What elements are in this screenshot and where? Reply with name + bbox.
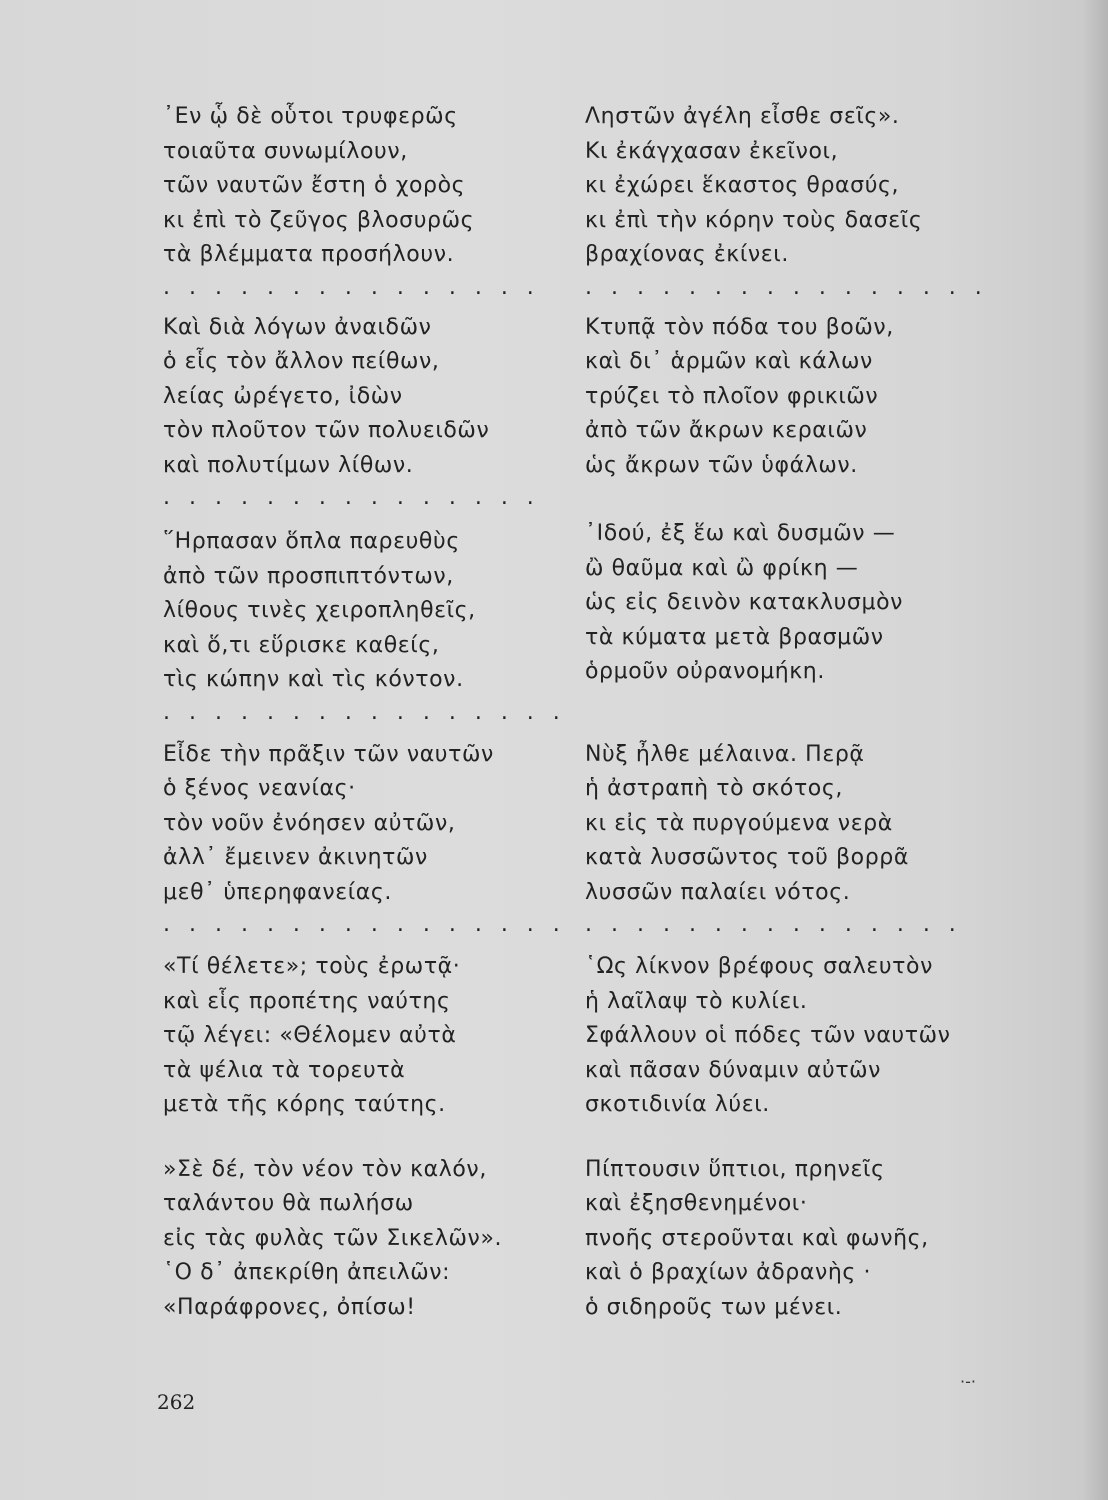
verse-line: Κι ἐκάγχασαν ἐκεῖνοι, xyxy=(585,138,839,164)
verse-line: Κτυπᾷ τὸν πόδα του βοῶν, xyxy=(585,314,894,340)
stanza xyxy=(163,100,543,303)
ellipsis-row: . . . . . . . . . . . . . . . xyxy=(163,274,540,300)
verse-line: Εἶδε τὴν πρᾶξιν τῶν ναυτῶν xyxy=(163,741,494,767)
verse-line: πνοῆς στεροῦνται καὶ φωνῆς, xyxy=(585,1225,929,1251)
verse-line: «Τί θέλετε»; τοὺς ἐρωτᾷ· xyxy=(163,954,461,979)
ellipsis-row: . . . . . . . . . . . . . . . . xyxy=(163,699,566,725)
verse-line: καὶ δι᾿ ἁρμῶν καὶ κάλων xyxy=(585,349,873,374)
verse-line: τὸν πλοῦτον τῶν πολυειδῶν xyxy=(163,418,490,443)
stanza xyxy=(585,100,1005,303)
verse-line: «Παράφρονες, ὀπίσω! xyxy=(163,1294,416,1320)
verse-line: ὁρμοῦν οὐρανομήκη. xyxy=(585,659,825,684)
verse-line: μετὰ τῆς κόρης ταύτης. xyxy=(163,1092,446,1117)
ellipsis-row: . . . . . . . . . . . . . . . xyxy=(585,912,962,937)
verse-line: καὶ πολυτίμων λίθων. xyxy=(163,452,414,478)
stanza xyxy=(163,738,566,941)
verse-line: ῾Ο δ᾿ ἀπεκρίθη ἀπειλῶν: xyxy=(163,1260,451,1285)
verse-line: τὰ βλέμματα προσήλουν. xyxy=(163,242,455,267)
verse-line: τρύζει τὸ πλοῖον φρικιῶν xyxy=(585,383,879,409)
verse-line: κι εἰς τὰ πυργούμενα νερὰ xyxy=(585,810,893,836)
verse-line: Νὺξ ἦλθε μέλαινα. Περᾷ xyxy=(585,741,865,767)
verse-line: ᾿Ιδού, ἐξ ἕω καὶ δυσμῶν — xyxy=(585,521,896,546)
stanza xyxy=(585,517,1005,690)
verse-line: ᾿Εν ᾧ δὲ οὗτοι τρυφερῶς xyxy=(163,104,458,129)
verse-line: ὁ εἷς τὸν ἄλλον πείθων, xyxy=(163,349,440,374)
verse-line: καὶ εἷς προπέτης ναύτης xyxy=(163,988,451,1014)
verse-line: καὶ ἐξησθενημένοι· xyxy=(585,1191,808,1216)
verse-line: λυσσῶν παλαίει νότος. xyxy=(585,879,851,905)
right-column xyxy=(585,100,1005,1325)
ellipsis-row: . . . . . . . . . . . . . . . xyxy=(163,485,540,510)
stanza xyxy=(585,1153,1005,1326)
verse-line: κι ἐχώρει ἕκαστος θρασύς, xyxy=(585,173,900,198)
verse-line: τῷ λέγει: «Θέλομεν αὐτὰ xyxy=(163,1023,457,1048)
verse-line: ῞Ηρπασαν ὅπλα παρευθὺς xyxy=(163,529,460,554)
verse-line: τὸν νοῦν ἐνόησεν αὐτῶν, xyxy=(163,810,456,836)
stanza xyxy=(163,311,543,514)
verse-line: ὁ ξένος νεανίας· xyxy=(163,776,356,801)
verse-line: ἀπὸ τῶν ἄκρων κεραιῶν xyxy=(585,418,868,443)
verse-line: τὶς κώπην καὶ τὶς κόντον. xyxy=(163,667,464,692)
corner-mark: ·-· xyxy=(960,1372,976,1391)
verse-line: Πίπτουσιν ὕπτιοι, πρηνεῖς xyxy=(585,1156,885,1182)
verse-line: ὡς ἄκρων τῶν ὑφάλων. xyxy=(585,452,858,478)
verse-line: τὰ κύματα μετὰ βρασμῶν xyxy=(585,624,884,650)
verse-line: λίθους τινὲς χειροπληθεῖς, xyxy=(163,598,476,623)
verse-line: καὶ ὅ,τι εὕρισκε καθείς, xyxy=(163,632,440,658)
verse-line: καὶ πᾶσαν δύναμιν αὐτῶν xyxy=(585,1057,882,1083)
verse-line: σκοτιδινία λύει. xyxy=(585,1092,770,1117)
verse-line: ῾Ως λίκνον βρέφους σαλευτὸν xyxy=(585,954,933,979)
verse-line: Σφάλλουν οἱ πόδες τῶν ναυτῶν xyxy=(585,1023,951,1048)
verse-line: τὰ ψέλια τὰ τορευτὰ xyxy=(163,1057,406,1083)
verse-line: ὢ θαῦμα καὶ ὢ φρίκη — xyxy=(585,555,859,581)
stanza xyxy=(163,1153,543,1326)
verse-line: βραχίονας ἐκίνει. xyxy=(585,242,789,267)
verse-line: ἀπὸ τῶν προσπιπτόντων, xyxy=(163,563,454,589)
verse-line: Καὶ διὰ λόγων ἀναιδῶν xyxy=(163,314,432,340)
page-gutter-shadow xyxy=(1082,0,1108,1500)
verse-line: ὁ σιδηροῦς των μένει. xyxy=(585,1294,843,1320)
verse-line: καὶ ὁ βραχίων ἀδρανὴς · xyxy=(585,1260,872,1285)
stanza xyxy=(163,950,543,1123)
verse-line: λείας ὠρέγετο, ἰδὼν xyxy=(163,383,403,409)
page-number: 262 xyxy=(157,1390,196,1414)
verse-line: ταλάντου θὰ πωλήσω xyxy=(163,1191,414,1216)
verse-line: τοιαῦτα συνωμίλουν, xyxy=(163,138,408,164)
verse-line: κατὰ λυσσῶντος τοῦ βορρᾶ xyxy=(585,845,909,870)
verse-line: κι ἐπὶ τὴν κόρην τοὺς δασεῖς xyxy=(585,207,923,233)
verse-line: ὡς εἰς δεινὸν κατακλυσμὸν xyxy=(585,590,904,615)
left-column xyxy=(163,100,566,1325)
stanza xyxy=(585,738,1005,941)
verse-line: τῶν ναυτῶν ἔστη ὁ χορὸς xyxy=(163,173,466,198)
stanza xyxy=(163,525,566,728)
verse-line: ἡ λαῖλαψ τὸ κυλίει. xyxy=(585,988,808,1014)
verse-line: μεθ᾿ ὑπερηφανείας. xyxy=(163,879,392,905)
verse-line: »Σὲ δέ, τὸν νέον τὸν καλόν, xyxy=(163,1156,487,1182)
verse-line: Ληστῶν ἀγέλη εἶσθε σεῖς». xyxy=(585,104,900,129)
verse-line: ἀλλ᾿ ἔμεινεν ἀκινητῶν xyxy=(163,845,428,870)
verse-line: ἡ ἀστραπὴ τὸ σκότος, xyxy=(585,776,843,801)
stanza xyxy=(585,311,1005,484)
verse-line: κι ἐπὶ τὸ ζεῦγος βλοσυρῶς xyxy=(163,207,475,233)
verse-line: εἰς τὰς φυλὰς τῶν Σικελῶν». xyxy=(163,1225,503,1251)
ellipsis-row: . . . . . . . . . . . . . . . . xyxy=(163,912,566,937)
stanza xyxy=(585,950,1005,1123)
ellipsis-row: . . . . . . . . . . . . . . . . xyxy=(585,274,988,300)
